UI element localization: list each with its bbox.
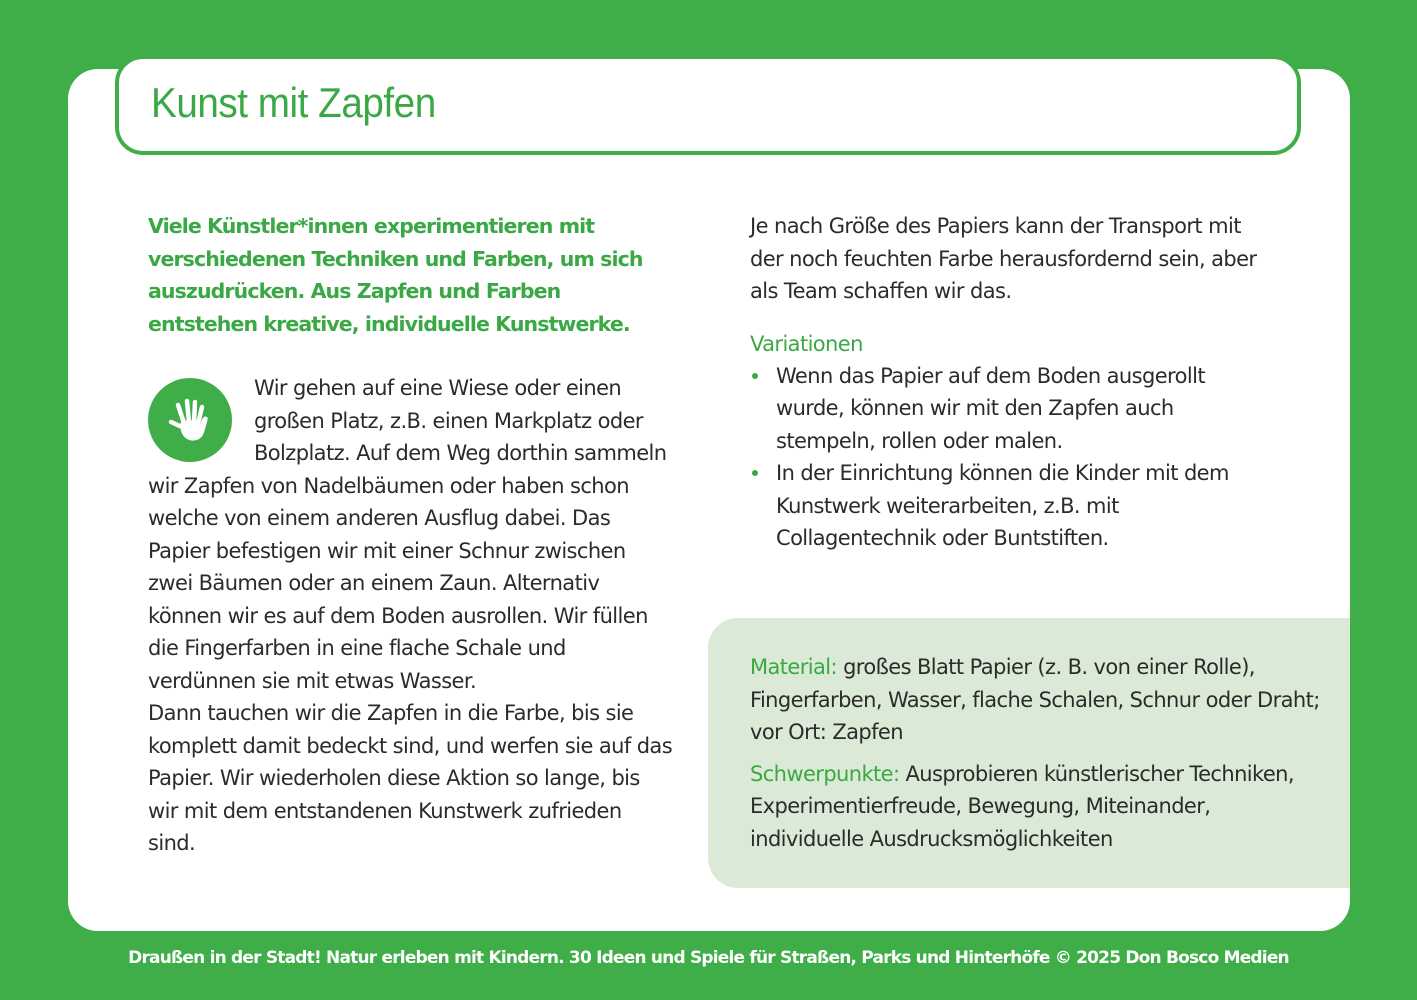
footer-credit: Draußen in der Stadt! Natur erleben mit Kindern. 30 Ideen und Spiele für Straßen, Parks und Hinterhöfe © 2025 Don Bosco Medien	[128, 948, 1289, 968]
title-box	[115, 55, 1301, 155]
variations-list	[750, 360, 1270, 555]
bullet-icon	[752, 470, 758, 476]
info-box	[708, 618, 1350, 888]
material-info	[750, 651, 1320, 749]
focus-text: Ausprobieren künstlerischer Techniken, Experimentierfreude, Bewegung, Miteinander, individuelle Ausdrucksmöglichkeiten	[750, 761, 1294, 851]
left-column	[148, 210, 673, 860]
page-title: Kunst mit Zapfen	[151, 79, 436, 126]
material-text: großes Blatt Papier (z. B. von einer Rolle), Fingerfarben, Wasser, flache Schalen, Schnur oder Draht; vor Ort: Zapfen	[750, 655, 1320, 744]
hand-icon	[148, 378, 232, 462]
intro-text: Viele Künstler*innen experimentieren mit verschiedenen Techniken und Farben, um sich auszudrücken. Aus Zapfen und Farben entstehen kreative, individuelle Kunstwerke.	[148, 214, 643, 336]
instructions-paragraph-1: Wir gehen auf eine Wiese oder einen großen Platz, z.B. einen Markplatz oder Bolzplatz. Auf dem Weg dorthin sammeln wir Zapfen von Nadelbäumen oder haben schon welche von einem anderen Ausflug dabei. Das Papier befestigen wir mit einer Schnur zwischen zwei Bäumen oder an einem Zaun. Alternativ können wir es auf dem Boden ausrollen. Wir füllen die Fingerfarben in eine flache Schale und verdünnen sie mit etwas Wasser.	[148, 376, 667, 693]
instructions-paragraph-2: Dann tauchen wir die Zapfen in die Farbe, bis sie komplett damit bedeckt sind, und werfen sie auf das Papier. Wir wiederholen diese Aktion so lange, bis wir mit dem entstandenen Kunstwerk zufrieden sind.	[148, 701, 673, 855]
bullet-icon	[752, 373, 758, 379]
variations-heading: Variationen	[750, 331, 863, 356]
list-item	[750, 360, 1270, 458]
variation-text: In der Einrichtung können die Kinder mit dem Kunstwerk weiterarbeiten, z.B. mit Collagentechnik oder Buntstiften.	[776, 461, 1229, 550]
focus-info	[750, 758, 1320, 856]
right-column	[750, 210, 1270, 555]
list-item	[750, 457, 1270, 555]
focus-label: Schwerpunkte:	[750, 761, 900, 786]
variation-text: Wenn das Papier auf dem Boden ausgerollt wurde, können wir mit den Zapfen auch stempeln, rollen oder malen.	[776, 363, 1205, 453]
transport-paragraph: Je nach Größe des Papiers kann der Transport mit der noch feuchten Farbe herausfordernd sein, aber als Team schaffen wir das.	[750, 214, 1257, 303]
material-label: Material:	[750, 655, 837, 679]
